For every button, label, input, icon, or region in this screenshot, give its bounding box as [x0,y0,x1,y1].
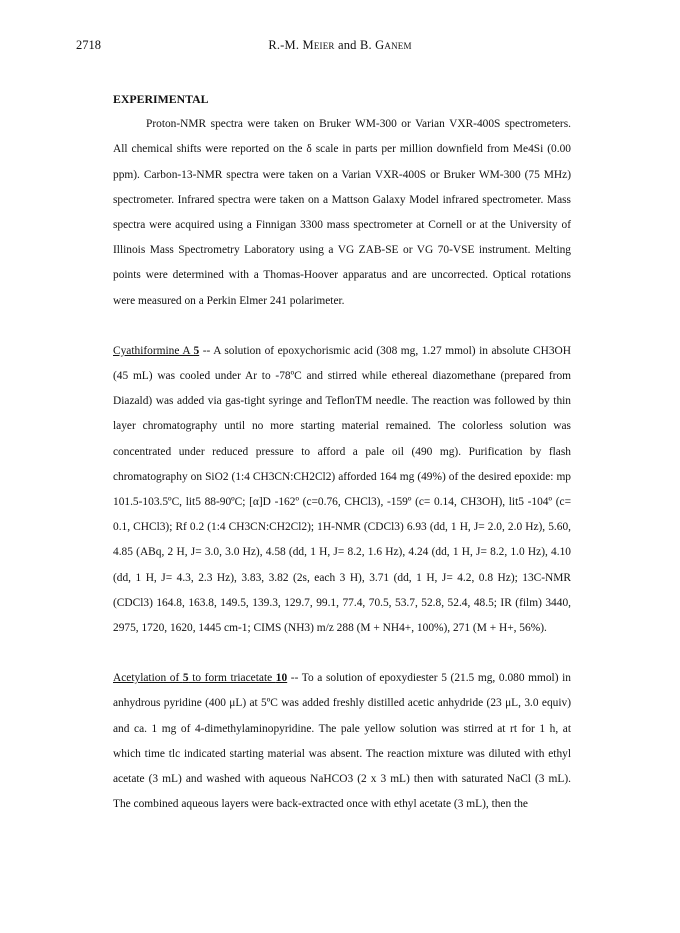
procedure-acetylation-title-a: Acetylation of [113,672,183,685]
paragraph-gap [113,641,571,666]
article-body [113,87,571,817]
procedure-acetylation-body: -- To a solution of epoxydiester 5 (21.5 mg, 0.080 mmol) in anhydrous pyridine (400 μL) at 5ºC was added freshly distilled acetic anhydride (23 μL, 3.0 equiv) and ca. 1 mg of 4-dimethylaminopyridine. The pale yellow solution was stirred at rt for 1 h, at which time tlc indicated starting material was absent. The reaction mixture was diluted with ethyl acetate (3 mL) and washed with aqueous NaHCO3 (2 x 3 mL) then with saturated NaCl (3 mL). The combined aqueous layers were back-extracted once with ethyl acetate (3 mL), then the [113,672,571,811]
running-head-and: and B. [334,38,376,52]
procedure-acetylation-title-b: to form triacetate [188,672,276,685]
page-number: 2718 [76,38,101,52]
procedure-cyathiformine-title-text: Cyathiformine A [113,344,194,357]
procedure-cyathiformine-paragraph [113,339,571,641]
procedure-cyathiformine-body: -- A solution of epoxychorismic acid (308 mg, 1.27 mmol) in absolute CH3OH (45 mL) was cooled under Ar to -78ºC and stirred while ethereal diazomethane (prepared from Diazald) was added via gas-tight syringe and TeflonTM needle. The reaction was followed by thin layer chromatography until no more starting material remained. The colorless solution was concentrated under reduced pressure to afford a pale oil (490 mg). Purification by flash chromatography on SiO2 (1:4 CH3CN:CH2Cl2) afforded 164 mg (49%) of the desired epoxide: mp 101.5-103.5ºC, lit5 88-90ºC; [α]D -162º (c=0.76, CHCl3), -159º (c= 0.14, CH3OH), lit5 -104º (c= 0.1, CHCl3); Rf 0.2 (1:4 CH3CN:CH2Cl2); 1H-NMR (CDCl3) 6.93 (dd, 1 H, J= 2.0, 2.0 Hz), 5.60, 4.85 (ABq, 2 H, J= 3.0, 3.0 Hz), 4.58 (dd, 1 H, J= 8.2, 1.6 Hz), 4.24 (dd, 1 H, J= 8.2, 1.0 Hz), 4.10 (dd, 1 H, J= 4.3, 2.3 Hz), 3.83, 3.82 (2s, each 3 H), 3.71 (dd, 1 H, J= 4.2, 0.8 Hz); 13C-NMR (CDCl3) 164.8, 163.8, 149.5, 139.3, 129.7, 99.1, 77.4, 70.5, 53.7, 52.8, 52.4, 48.5; IR (film) 3440, 2975, 1720, 1620, 1445 cm-1; CIMS (NH3) m/z 288 (M + NH4+, 100%), 271 (M + H+, 56%). [113,344,571,635]
paragraph-gap [113,314,571,339]
procedure-cyathiformine-title [113,345,199,357]
procedure-acetylation-paragraph [113,666,571,817]
running-head-author1: Meier [302,38,335,52]
running-head [0,38,680,53]
procedure-acetylation-title [113,672,287,684]
procedure-acetylation-compound-5: 5 [182,672,189,685]
running-head-author2: Ganem [375,38,412,52]
procedure-cyathiformine-compound-number: 5 [193,344,200,357]
procedure-acetylation-compound-10: 10 [275,672,288,685]
experimental-intro-paragraph: Proton-NMR spectra were taken on Bruker WM-300 or Varian VXR-400S spectrometers. All chemical shifts were reported on the δ scale in parts per million downfield from Me4Si (0.00 ppm). Carbon-13-NMR spectra were taken on a Varian VXR-400S or Bruker WM-300 (75 MHz) spectrometer. Infrared spectra were taken on a Mattson Galaxy Model infrared spectrometer. Mass spectra were acquired using a Finnigan 3300 mass spectrometer at Cornell or at the University of Illinois Mass Spectrometry Laboratory using a VG ZAB-SE or VG 70-VSE instrument. Melting points were determined with a Thomas-Hoover apparatus and are uncorrected. Optical rotations were measured on a Perkin Elmer 241 polarimeter. [113,118,571,307]
running-head-prefix: R.-M. [268,38,303,52]
section-heading: EXPERIMENTAL [113,92,209,106]
